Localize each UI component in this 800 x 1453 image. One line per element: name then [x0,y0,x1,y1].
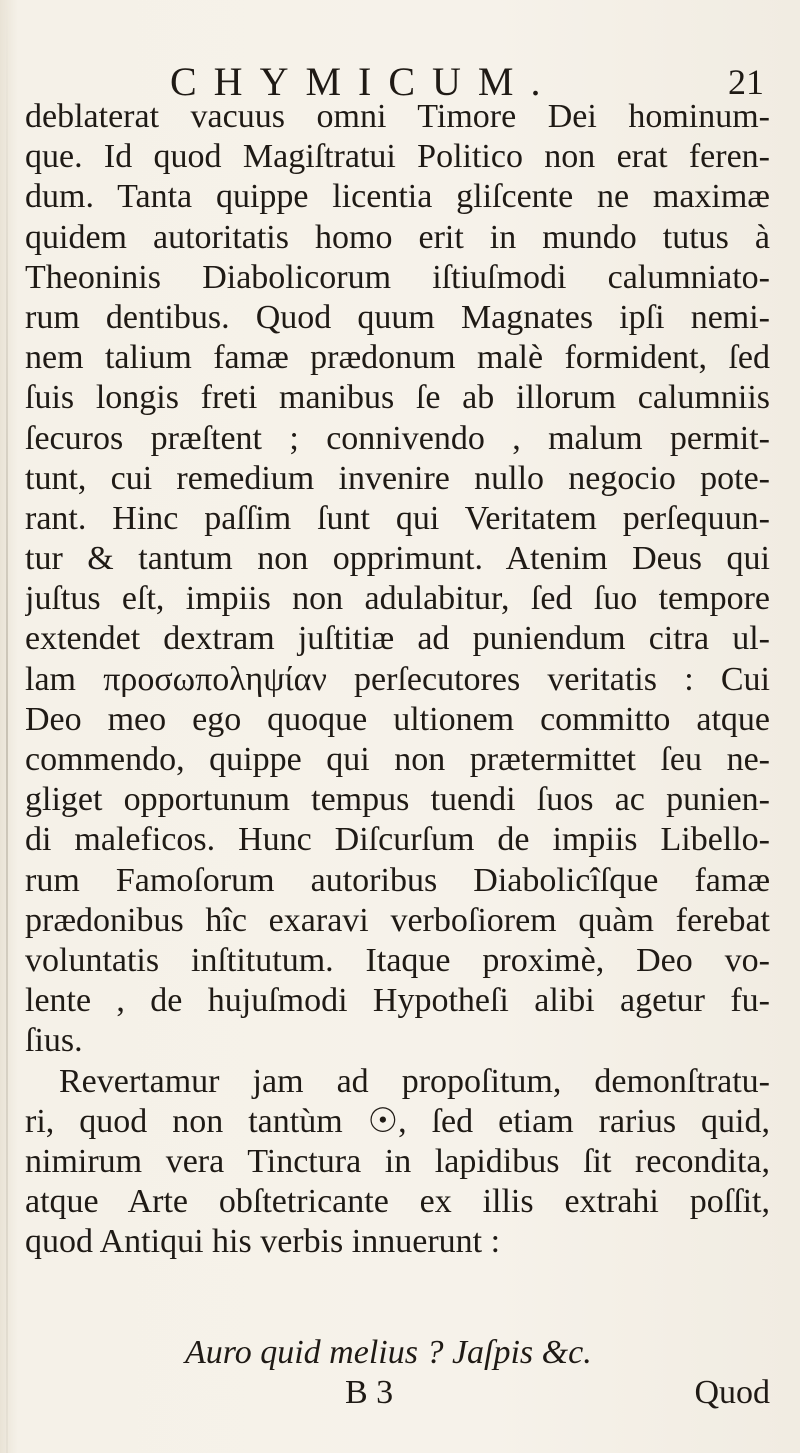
text-line: extendet dextram juſtitiæ ad puniendum citra ul- [25,620,770,658]
text-line: juſtus eſt, impiis non adulabitur, ſed ſuo tempore [25,580,770,618]
text-line: dum. Tanta quippe licentia gliſcente ne maximæ [25,178,770,216]
catchword: Quod [694,1374,770,1411]
text-line: tunt, cui remedium invenire nullo negocio pote- [25,459,770,497]
text-line: di maleficos. Hunc Diſcurſum de impiis Libello- [25,821,770,859]
page-gutter-shadow [6,0,8,1453]
text-line: lente , de hujuſmodi Hypotheſi alibi agetur fu- [25,982,770,1020]
text-line: quod Antiqui his verbis innuerunt : [25,1223,501,1261]
text-line: rum Famoſorum autoribus Diabolicîſque famæ [25,861,770,899]
page-number: 21 [728,62,764,102]
text-line: Revertamur jam ad propoſitum, demonſtratu- [59,1062,770,1100]
text-line: nem talium famæ prædonum malè formident, ſed [25,339,770,377]
text-line: ſuis longis freti manibus ſe ab illorum calumniis [25,379,770,417]
text-line: Theoninis Diabolicorum iſtiuſmodi calumniato- [25,258,770,296]
text-line: quidem autoritatis homo erit in mundo tutus à [25,218,770,256]
text-line: tur & tantum non opprimunt. Atenim Deus qui [25,540,770,578]
text-line: deblaterat vacuus omni Timore Dei hominum- [25,98,770,135]
text-line: nimirum vera Tinctura in lapidibus ſit recondita, [25,1142,770,1180]
quote-line: Auro quid melius ? Jaſpis &c. [185,1334,592,1371]
text-line: commendo, quippe qui non prætermittet ſeu ne- [25,741,770,778]
text-line: voluntatis inſtitutum. Itaque proximè, Deo vo- [25,941,770,979]
text-line: Deo meo ego quoque ultionem committo atque [25,700,770,738]
text-line: ſius. [25,1022,83,1060]
text-line: ri, quod non tantùm ☉, ſed etiam rarius quid, [25,1102,770,1140]
text-line: atque Arte obſtetricante ex illis extrahi poſſit, [25,1183,770,1221]
page-footer [25,1333,770,1413]
text-line: rum dentibus. Quod quum Magnates ipſi nemi- [25,298,770,336]
body-text [25,97,770,1262]
text-line: prædonibus hîc exaravi verboſiorem quàm ferebat [25,901,770,939]
running-title: CHYMICUM. [170,59,558,104]
text-line: lam προσωποληψίαν perſecutores veritatis : Cui [25,660,770,698]
signature-mark: B 3 [345,1374,394,1411]
text-line: gliget opportunum tempus tuendi ſuos ac punien- [25,781,770,819]
text-line: que. Id quod Magiſtratui Politico non erat feren- [25,138,770,176]
signature-row [25,1373,770,1413]
text-line: ſecuros præſtent ; connivendo , malum permit- [25,419,770,457]
text-line: rant. Hinc paſſim ſunt qui Veritatem perſequun- [25,499,770,537]
